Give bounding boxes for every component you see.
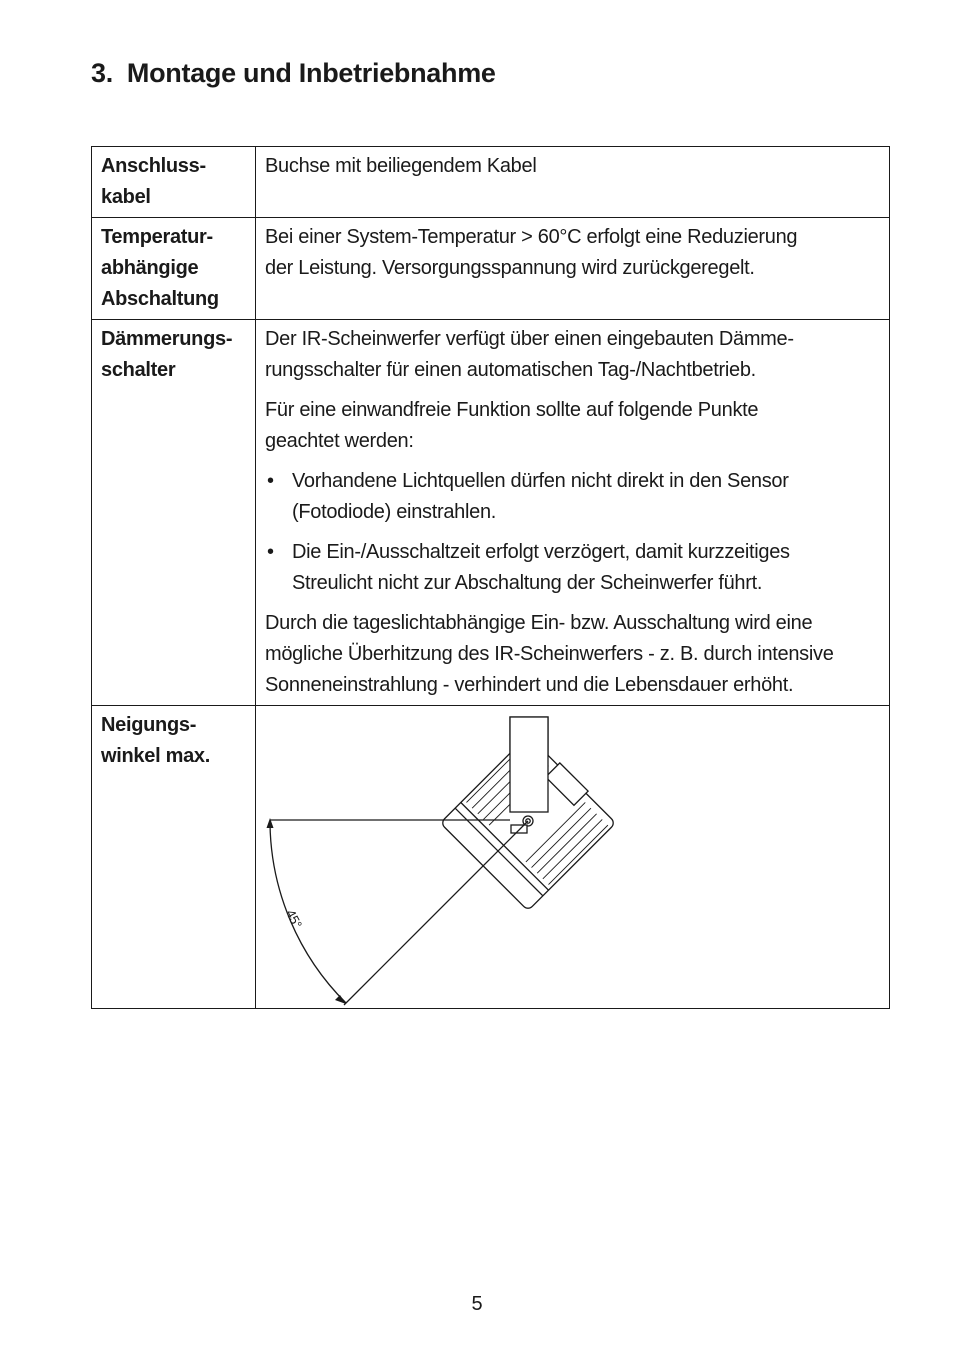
tilt-angle-diagram xyxy=(256,706,890,1009)
arrowhead-icon xyxy=(335,995,346,1004)
row-label: Temperatur- abhängige Abschaltung xyxy=(92,218,256,320)
row-content xyxy=(256,320,890,706)
tilt-reference-line xyxy=(344,821,528,1005)
specification-table xyxy=(91,146,890,1009)
angle-label: 45° xyxy=(283,906,306,931)
section-number: 3. xyxy=(91,58,113,88)
bullet-list xyxy=(265,466,881,599)
page-title xyxy=(91,58,496,89)
list-item: • Die Ein-/Ausschaltzeit erfolgt verzögert, damit kurzzeitiges Streulicht nicht zur Abschaltung der Scheinwerfer führt. xyxy=(265,537,881,599)
table-row xyxy=(92,706,890,1009)
table-row xyxy=(92,147,890,218)
row-content xyxy=(256,218,890,320)
cable-text: Buchse mit beiliegendem Kabel xyxy=(265,155,537,177)
list-item: • Vorhandene Lichtquellen dürfen nicht direkt in den Sensor (Fotodiode) einstrahlen. xyxy=(265,466,881,528)
paragraph: Für eine einwandfreie Funktion sollte auf folgende Punkte geachtet werden: xyxy=(265,399,759,452)
table-row xyxy=(92,320,890,706)
section-title: Montage und Inbetriebnahme xyxy=(126,58,496,88)
row-label: Dämmerungs- schalter xyxy=(92,320,256,706)
table-row xyxy=(92,218,890,320)
paragraph: Durch die tageslichtabhängige Ein- bzw. Ausschaltung wird eine mögliche Überhitzung des IR-Scheinwerfers - z. B. durch intensive Sonneneinstrahlung - verhindert und die Lebensdauer erhöht. xyxy=(265,612,834,696)
paragraph: Der IR-Scheinwerfer verfügt über einen eingebauten Dämme- rungsschalter für einen automatischen Tag-/Nachtbetrieb. xyxy=(265,328,794,381)
temperature-text: Bei einer System-Temperatur > 60°C erfolgt eine Reduzierung der Leistung. Versorgungsspannung wird zurückgeregelt. xyxy=(265,226,798,279)
spotlight-tilt-drawing xyxy=(256,706,890,1016)
row-label: Neigungs- winkel max. xyxy=(92,706,256,1009)
row-label: Anschluss- kabel xyxy=(92,147,256,218)
row-content xyxy=(256,147,890,218)
page-number: 5 xyxy=(471,1293,483,1315)
angle-arc xyxy=(270,824,346,1003)
